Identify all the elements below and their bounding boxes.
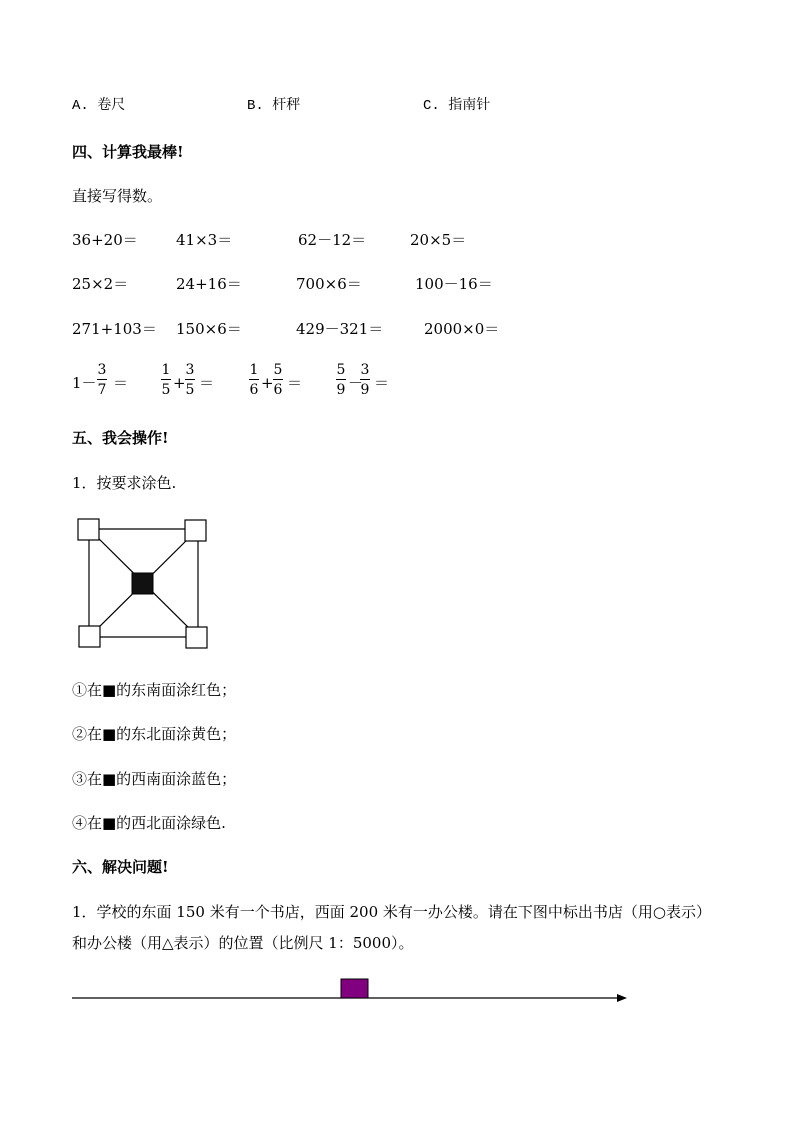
denominator: 9 [360,382,370,398]
denominator: 9 [336,382,346,398]
corner-box-northeast [185,520,206,541]
equals-sign: ＝ [199,374,215,392]
calc-item: 41×3＝ [176,231,233,249]
calc-item: 62－12＝ [298,231,367,249]
corner-box-southwest [79,626,100,647]
fraction [273,362,283,398]
corner-box-southeast [186,627,207,648]
numerator: 3 [185,362,195,378]
denominator: 6 [249,382,259,398]
fraction [249,362,259,398]
denominator: 5 [185,382,195,398]
calc-item: 20×5＝ [410,231,467,249]
numerator: 5 [273,362,283,378]
option-b: B. 杆秤 [247,98,301,114]
equals-sign: ＝ [287,374,303,392]
fraction [161,362,171,398]
calc-item: 100－16＝ [415,275,493,293]
calc-item: 429－321＝ [296,320,384,338]
operator: + [261,374,274,392]
option-a: A. 卷尺 [72,98,126,114]
corner-box-northwest [78,519,99,540]
numerator: 1 [249,362,259,378]
equals-sign: ＝ [374,374,390,392]
coloring-instruction: ④在■的西北面涂绿色. [72,814,226,832]
calc-item: 700×6＝ [296,275,362,293]
section-5-task: 1．按要求涂色. [72,474,177,492]
calc-item: 36+20＝ [72,231,138,249]
section-5-title: 五、我会操作! [72,429,169,447]
calc-item: 24+16＝ [176,275,242,293]
section-4-title: 四、计算我最棒! [72,143,184,161]
coloring-instruction: ②在■的东北面涂黄色； [72,725,237,743]
section-6-task-line2: 和办公楼（用△表示）的位置（比例尺 1：5000）。 [72,934,414,952]
number-line [70,975,635,1005]
denominator: 7 [97,382,107,398]
fraction [336,362,346,398]
calc-item: 150×6＝ [176,320,242,338]
numerator: 5 [336,362,346,378]
arrow-head-icon [617,994,627,1002]
fraction [360,362,370,398]
calc-item: 2000×0＝ [424,320,500,338]
calc-item: 25×2＝ [72,275,129,293]
section-6-title: 六、解决问题! [72,858,169,876]
school-marker [341,979,368,998]
denominator: 6 [273,382,283,398]
section-4-instruction: 直接写得数。 [72,187,163,205]
numerator: 3 [360,362,370,378]
numerator: 3 [97,362,107,378]
fraction [97,362,107,398]
fraction [185,362,195,398]
denominator: 5 [161,382,171,398]
coloring-diagram [76,517,210,651]
center-black-square [132,573,153,594]
calc-item: 271+103＝ [72,320,157,338]
operator: + [173,374,186,392]
coloring-instruction: ③在■的西南面涂蓝色； [72,770,237,788]
section-6-task-line1: 1．学校的东面 150 米有一个书店，西面 200 米有一办公楼。请在下图中标出书店（用○表示） [72,903,711,921]
option-c: C. 指南针 [423,98,491,114]
equals-sign: ＝ [113,374,129,392]
coloring-instruction: ①在■的东南面涂红色； [72,681,237,699]
operator: － [348,374,364,392]
fraction-lead: 1－ [72,374,97,392]
numerator: 1 [161,362,171,378]
